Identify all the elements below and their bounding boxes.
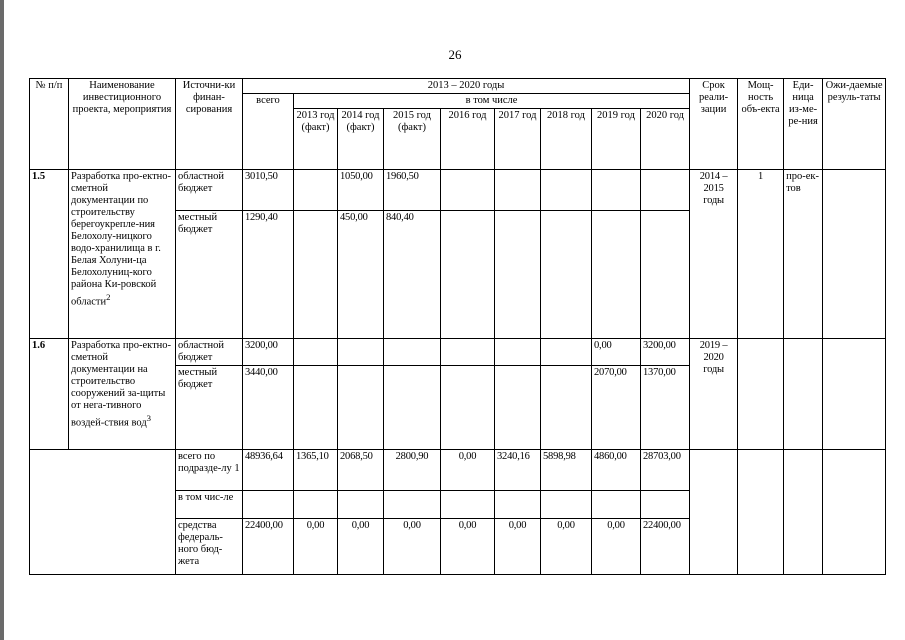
funding-source: всего по подразде-лу 1 (176, 450, 243, 491)
value-cell (495, 491, 541, 519)
value-cell: 3440,00 (243, 366, 294, 450)
value-cell: 0,00 (294, 519, 338, 575)
header-row-1 (30, 79, 886, 94)
value-cell: 1365,10 (294, 450, 338, 491)
year-header: 2020 год (641, 109, 690, 170)
empty-cell (690, 450, 738, 575)
value-cell (592, 170, 641, 211)
table-row (30, 339, 886, 366)
header-cell: Ожи-даемые резуль-таты (823, 79, 886, 170)
value-cell (541, 211, 592, 339)
year-header: 2018 год (541, 109, 592, 170)
value-cell: 0,00 (338, 519, 384, 575)
value-cell (338, 491, 384, 519)
header-cell: в том числе (294, 94, 690, 109)
value-cell (243, 491, 294, 519)
value-cell (592, 211, 641, 339)
header-cell: всего (243, 94, 294, 170)
term-cell: 2019 – 2020 годы (690, 339, 738, 450)
value-cell (592, 491, 641, 519)
value-cell (441, 491, 495, 519)
value-cell (441, 211, 495, 339)
value-cell: 2800,90 (384, 450, 441, 491)
value-cell (384, 491, 441, 519)
capacity-cell (738, 339, 784, 450)
year-header: 2019 год (592, 109, 641, 170)
value-cell: 22400,00 (243, 519, 294, 575)
value-cell: 5898,98 (541, 450, 592, 491)
value-cell: 0,00 (441, 450, 495, 491)
year-header: 2016 год (441, 109, 495, 170)
header-cell: Срок реали-зации (690, 79, 738, 170)
value-cell: 22400,00 (641, 519, 690, 575)
page-number: 26 (448, 47, 462, 62)
table-row (30, 170, 886, 211)
header-cell: Еди-ница из-ме-ре-ния (784, 79, 823, 170)
value-cell: 1370,00 (641, 366, 690, 450)
funding-source: областной бюджет (176, 339, 243, 366)
project-name: Разработка про-ектно-сметной документации по строительству берегоукрепле-ния Белохолу-ницкого водо-хранилища в г. Белая Холуни-ца Белохолуниц-кого района Ки-ровской области$^2$ (69, 170, 176, 339)
empty-cell (738, 450, 784, 575)
funding-source: областной бюджет (176, 170, 243, 211)
results-cell (823, 170, 886, 339)
year-header: 2017 год (495, 109, 541, 170)
results-cell (823, 339, 886, 450)
term-cell: 2014 – 2015 годы (690, 170, 738, 339)
row-number: 1.6 (30, 339, 69, 450)
empty-cell (784, 450, 823, 575)
header-cell: 2013 – 2020 годы (243, 79, 690, 94)
unit-cell: про-ек-тов (784, 170, 823, 339)
value-cell (495, 339, 541, 366)
value-cell (495, 211, 541, 339)
year-header: 2013 год (факт) (294, 109, 338, 170)
value-cell (441, 170, 495, 211)
value-cell: 28703,00 (641, 450, 690, 491)
value-cell (541, 491, 592, 519)
funding-source: средства федераль-ного бюд-жета (176, 519, 243, 575)
value-cell: 0,00 (541, 519, 592, 575)
value-cell (495, 366, 541, 450)
scan-edge (0, 0, 4, 640)
year-header: 2014 год (факт) (338, 109, 384, 170)
value-cell (294, 339, 338, 366)
funding-source: местный бюджет (176, 211, 243, 339)
value-cell: 3240,16 (495, 450, 541, 491)
header-cell: Источни-ки финан-сирования (176, 79, 243, 170)
value-cell: 1290,40 (243, 211, 294, 339)
value-cell: 1960,50 (384, 170, 441, 211)
value-cell (541, 170, 592, 211)
value-cell (338, 339, 384, 366)
value-cell: 450,00 (338, 211, 384, 339)
value-cell: 1050,00 (338, 170, 384, 211)
value-cell (641, 170, 690, 211)
value-cell (541, 339, 592, 366)
value-cell (495, 170, 541, 211)
value-cell: 0,00 (384, 519, 441, 575)
value-cell (294, 366, 338, 450)
funding-source: в том чис-ле (176, 491, 243, 519)
empty-cell (30, 450, 176, 575)
value-cell: 0,00 (495, 519, 541, 575)
value-cell: 4860,00 (592, 450, 641, 491)
value-cell (294, 211, 338, 339)
value-cell (441, 366, 495, 450)
value-cell: 3010,50 (243, 170, 294, 211)
value-cell (294, 491, 338, 519)
value-cell: 0,00 (441, 519, 495, 575)
header-cell: Наименование инвестиционного проекта, мероприятия (69, 79, 176, 170)
value-cell: 3200,00 (243, 339, 294, 366)
value-cell (441, 339, 495, 366)
value-cell (641, 491, 690, 519)
table-row (30, 450, 886, 491)
funding-source: местный бюджет (176, 366, 243, 450)
value-cell (384, 339, 441, 366)
value-cell: 2070,00 (592, 366, 641, 450)
value-cell: 48936,64 (243, 450, 294, 491)
value-cell: 0,00 (592, 519, 641, 575)
empty-cell (823, 450, 886, 575)
value-cell: 3200,00 (641, 339, 690, 366)
value-cell: 0,00 (592, 339, 641, 366)
project-name: Разработка про-ектно-сметной документации на строительство сооружений за-щиты от нега-тивного воздей-ствия вод$^3$ (69, 339, 176, 450)
value-cell: 840,40 (384, 211, 441, 339)
unit-cell (784, 339, 823, 450)
capacity-cell: 1 (738, 170, 784, 339)
investment-table (29, 78, 886, 575)
header-cell: № п/п (30, 79, 69, 170)
value-cell (641, 211, 690, 339)
value-cell (384, 366, 441, 450)
value-cell: 2068,50 (338, 450, 384, 491)
row-number: 1.5 (30, 170, 69, 339)
value-cell (294, 170, 338, 211)
value-cell (338, 366, 384, 450)
year-header: 2015 год (факт) (384, 109, 441, 170)
value-cell (541, 366, 592, 450)
header-cell: Мощ-ность объ-екта (738, 79, 784, 170)
